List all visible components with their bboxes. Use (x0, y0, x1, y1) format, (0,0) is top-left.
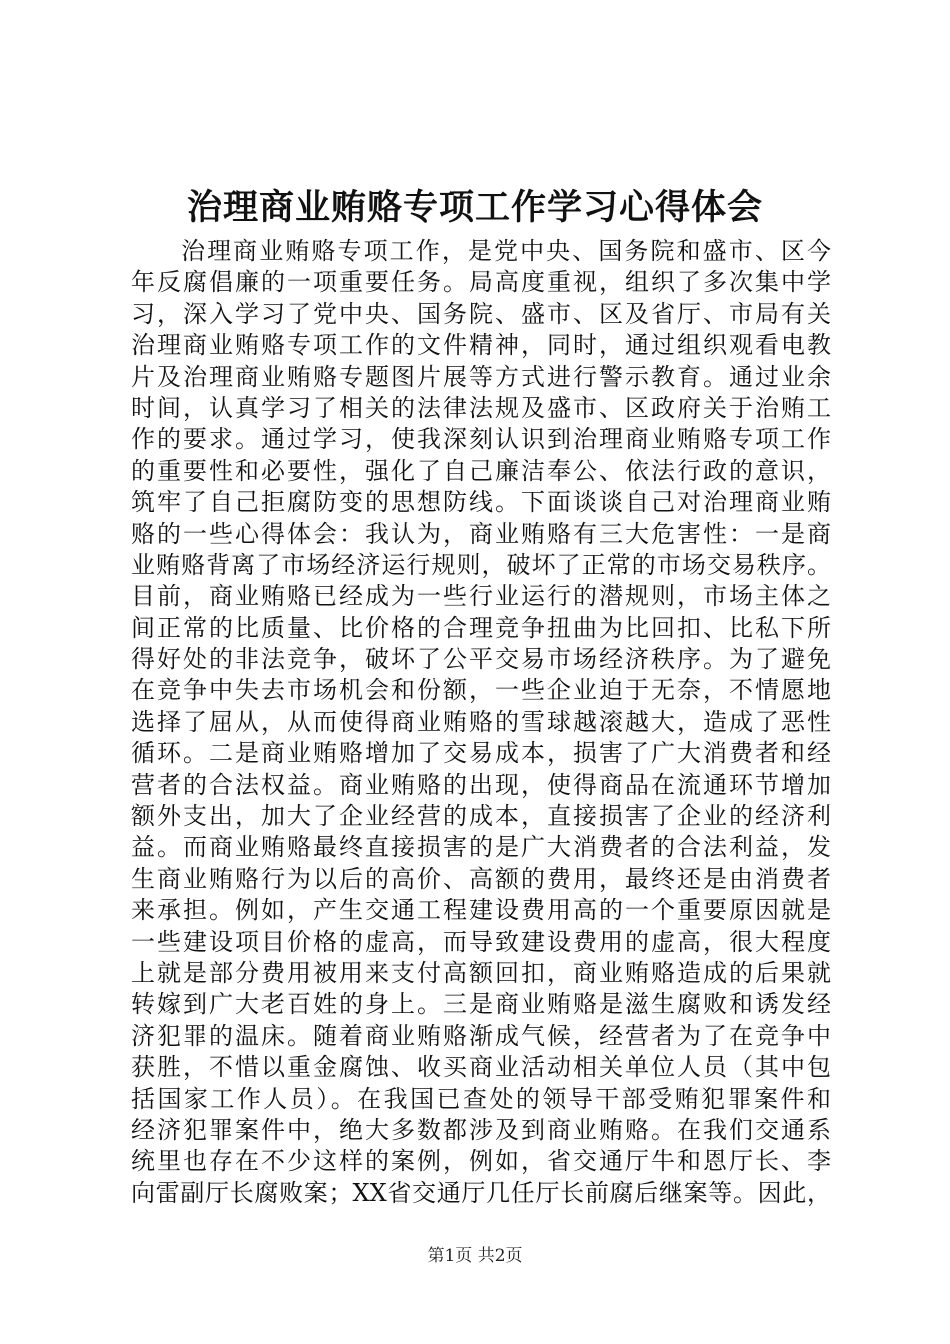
body-line: 习，深入学习了党中央、国务院、盛市、区及省厅、市局有关 (131, 299, 831, 328)
body-line: 额外支出，加大了企业经营的成本，直接损害了企业的经济利 (131, 802, 831, 831)
body-line: 来承担。例如，产生交通工程建设费用高的一个重要原因就是 (131, 896, 831, 925)
page-footer (0, 1244, 950, 1268)
body-line: 赂的一些心得体会：我认为，商业贿赂有三大危害性：一是商 (131, 519, 831, 548)
body-line: 益。而商业贿赂最终直接损害的是广大消费者的合法利益，发 (131, 833, 831, 862)
body-line: 选择了屈从，从而使得商业贿赂的雪球越滚越大，造成了恶性 (131, 707, 831, 736)
body-line: 一些建设项目价格的虚高，而导致建设费用的虚高，很大程度 (131, 927, 831, 956)
body-line: 上就是部分费用被用来支付高额回扣，商业贿赂造成的后果就 (131, 958, 831, 987)
body-line: 治理商业贿赂专项工作，是党中央、国务院和盛市、区今 (181, 237, 831, 265)
body-line: 得好处的非法竞争，破坏了公平交易市场经济秩序。为了避免 (131, 645, 831, 674)
body-line: 年反腐倡廉的一项重要任务。局高度重视，组织了多次集中学 (131, 268, 831, 297)
body-line: 经济犯罪案件中，绝大多数都涉及到商业贿赂。在我们交通系 (131, 1115, 831, 1144)
body-line: 括国家工作人员）。在我国已查处的领导干部受贿犯罪案件和 (131, 1084, 831, 1113)
document-body (131, 236, 831, 1209)
body-line: 济犯罪的温床。随着商业贿赂渐成气候，经营者为了在竞争中 (131, 1021, 831, 1050)
body-line: 向雷副厅长腐败案；XX省交通厅几任厅长前腐后继案等。因此， (131, 1178, 831, 1207)
body-line: 业贿赂背离了市场经济运行规则，破坏了正常的市场交易秩序。 (131, 550, 831, 579)
body-line: 在竞争中失去市场机会和份额，一些企业迫于无奈，不情愿地 (131, 676, 831, 705)
body-line: 循环。二是商业贿赂增加了交易成本，损害了广大消费者和经 (131, 739, 831, 768)
page-number-info: 第1页 共2页 (427, 1246, 523, 1266)
document-title: 治理商业贿赂专项工作学习心得体会 (186, 187, 763, 228)
body-line: 转嫁到广大老百姓的身上。三是商业贿赂是滋生腐败和诱发经 (131, 990, 831, 1019)
body-line: 治理商业贿赂专项工作的文件精神，同时，通过组织观看电教 (131, 331, 831, 360)
body-line: 作的要求。通过学习，使我深刻认识到治理商业贿赂专项工作 (131, 425, 831, 454)
body-line: 营者的合法权益。商业贿赂的出现，使得商品在流通环节增加 (131, 770, 831, 799)
body-line: 的重要性和必要性，强化了自己廉洁奉公、依法行政的意识， (131, 456, 831, 485)
body-line: 间正常的比质量、比价格的合理竞争扭曲为比回扣、比私下所 (131, 613, 831, 642)
body-line: 获胜，不惜以重金腐蚀、收买商业活动相关单位人员（其中包 (131, 1053, 831, 1082)
body-line: 生商业贿赂行为以后的高价、高额的费用，最终还是由消费者 (131, 864, 831, 893)
body-line: 时间，认真学习了相关的法律法规及盛市、区政府关于治贿工 (131, 393, 831, 422)
body-line: 筑牢了自己拒腐防变的思想防线。下面谈谈自己对治理商业贿 (131, 488, 831, 517)
body-line: 目前，商业贿赂已经成为一些行业运行的潜规则，市场主体之 (131, 582, 831, 611)
body-line: 片及治理商业贿赂专题图片展等方式进行警示教育。通过业余 (131, 362, 831, 391)
body-line: 统里也存在不少这样的案例，例如，省交通厅牛和恩厅长、李 (131, 1147, 831, 1176)
